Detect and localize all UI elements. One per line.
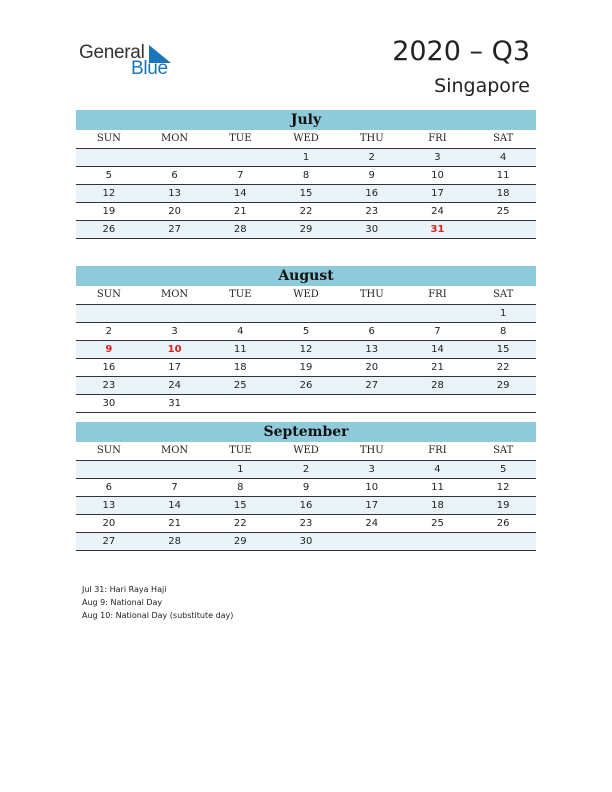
day-cell: 27 [102, 536, 116, 547]
week-row [76, 461, 536, 479]
day-cell: 10 [365, 482, 379, 493]
weekday-label: WED [293, 445, 319, 456]
weekday-header-row [76, 442, 536, 461]
day-cell: 15 [233, 500, 247, 511]
day-cell: 13 [102, 500, 116, 511]
week-row [76, 395, 536, 413]
holiday-note: Aug 9: National Day [82, 598, 163, 607]
day-cell: 7 [237, 170, 244, 181]
weekday-label: FRI [428, 445, 447, 456]
week-row [76, 203, 536, 221]
day-cell [207, 395, 273, 412]
week-rows [76, 305, 536, 413]
holiday-note: Aug 10: National Day (substitute day) [82, 611, 234, 620]
day-cell: 11 [431, 482, 444, 493]
day-cell: 11 [496, 170, 510, 181]
generalblue-logo [79, 42, 179, 82]
week-row [76, 149, 536, 167]
day-cell: 10 [431, 170, 444, 181]
day-cell [339, 533, 405, 550]
day-cell: 21 [431, 362, 444, 373]
weekday-label: MON [160, 445, 189, 456]
day-cell: 3 [434, 152, 441, 163]
week-row [76, 515, 536, 533]
day-cell [470, 395, 536, 412]
day-cell [207, 149, 273, 166]
day-cell: 9 [105, 344, 113, 355]
day-cell: 31 [168, 398, 181, 409]
day-cell: 5 [499, 464, 507, 475]
day-cell: 14 [168, 500, 181, 511]
day-cell: 26 [496, 518, 510, 529]
day-cell: 12 [299, 344, 313, 355]
day-cell [142, 305, 208, 322]
day-cell: 4 [434, 464, 441, 475]
day-cell: 31 [430, 224, 445, 235]
day-cell: 28 [233, 224, 247, 235]
week-row [76, 323, 536, 341]
day-cell: 6 [171, 170, 178, 181]
day-cell: 26 [102, 224, 116, 235]
day-cell: 16 [102, 362, 116, 373]
day-cell: 25 [233, 380, 247, 391]
day-cell: 18 [431, 500, 444, 511]
day-cell: 13 [168, 188, 181, 199]
day-cell: 24 [168, 380, 181, 391]
month-title: July [76, 110, 536, 130]
day-cell: 15 [496, 344, 510, 355]
day-cell: 11 [233, 344, 247, 355]
day-cell: 14 [431, 344, 444, 355]
weekday-label: MON [160, 289, 189, 300]
day-cell: 30 [102, 398, 116, 409]
day-cell: 1 [302, 152, 310, 163]
day-cell [76, 149, 142, 166]
page-title: 2020 – Q3 [392, 36, 530, 67]
day-cell: 10 [167, 344, 182, 355]
day-cell: 20 [365, 362, 379, 373]
day-cell: 23 [102, 380, 116, 391]
day-cell: 29 [496, 380, 510, 391]
day-cell [405, 395, 471, 412]
weekday-label: SUN [96, 445, 121, 456]
day-cell: 22 [233, 518, 247, 529]
day-cell: 23 [299, 518, 313, 529]
day-cell: 22 [299, 206, 313, 217]
day-cell: 19 [299, 362, 313, 373]
day-cell: 4 [499, 152, 507, 163]
day-cell: 3 [171, 326, 178, 337]
day-cell: 20 [102, 518, 116, 529]
weekday-label: FRI [428, 133, 447, 144]
day-cell: 1 [499, 308, 507, 319]
day-cell [470, 533, 536, 550]
week-row [76, 377, 536, 395]
day-cell: 8 [237, 482, 244, 493]
day-cell: 3 [368, 464, 375, 475]
weekday-label: SAT [493, 445, 514, 456]
day-cell: 25 [496, 206, 510, 217]
day-cell [339, 305, 405, 322]
day-cell: 9 [302, 482, 310, 493]
weekday-label: THU [359, 289, 384, 300]
day-cell: 8 [499, 326, 507, 337]
day-cell: 2 [302, 464, 310, 475]
weekday-label: MON [160, 133, 189, 144]
day-cell: 18 [233, 362, 247, 373]
week-row [76, 359, 536, 377]
day-cell: 26 [299, 380, 313, 391]
day-cell: 19 [102, 206, 116, 217]
weekday-label: FRI [428, 289, 447, 300]
day-cell: 13 [365, 344, 379, 355]
day-cell: 7 [434, 326, 441, 337]
day-cell [405, 533, 471, 550]
country-subtitle: Singapore [434, 75, 530, 97]
week-rows [76, 461, 536, 551]
holiday-notes [82, 583, 233, 622]
weekday-label: THU [359, 445, 384, 456]
day-cell: 28 [431, 380, 444, 391]
day-cell: 5 [105, 170, 113, 181]
day-cell: 23 [365, 206, 379, 217]
day-cell: 20 [168, 206, 181, 217]
week-row [76, 221, 536, 239]
day-cell: 14 [233, 188, 247, 199]
week-row [76, 533, 536, 551]
day-cell: 4 [237, 326, 244, 337]
day-cell: 17 [365, 500, 379, 511]
day-cell [142, 461, 208, 478]
day-cell: 17 [431, 188, 444, 199]
day-cell: 27 [365, 380, 379, 391]
day-cell: 2 [368, 152, 375, 163]
logo-text-general: General [79, 42, 145, 63]
week-row [76, 185, 536, 203]
day-cell: 12 [102, 188, 116, 199]
week-row [76, 479, 536, 497]
month-september [76, 422, 536, 551]
month-august [76, 266, 536, 413]
day-cell [76, 461, 142, 478]
day-cell: 2 [105, 326, 113, 337]
day-cell [76, 305, 142, 322]
weekday-label: WED [293, 289, 319, 300]
day-cell [339, 395, 405, 412]
day-cell: 21 [233, 206, 247, 217]
day-cell: 15 [299, 188, 313, 199]
week-rows [76, 149, 536, 239]
week-row [76, 167, 536, 185]
day-cell: 30 [299, 536, 313, 547]
day-cell [405, 305, 471, 322]
day-cell [470, 221, 536, 238]
day-cell: 25 [431, 518, 444, 529]
day-cell: 21 [168, 518, 181, 529]
holiday-note: Jul 31: Hari Raya Haji [82, 585, 167, 594]
weekday-label: SAT [493, 133, 514, 144]
weekday-label: SUN [96, 133, 121, 144]
day-cell: 6 [368, 326, 375, 337]
day-cell: 9 [368, 170, 375, 181]
day-cell: 16 [299, 500, 313, 511]
day-cell: 29 [233, 536, 247, 547]
weekday-label: SAT [493, 289, 514, 300]
day-cell [273, 395, 339, 412]
weekday-header-row [76, 286, 536, 305]
day-cell: 30 [365, 224, 379, 235]
weekday-header-row [76, 130, 536, 149]
day-cell [273, 305, 339, 322]
week-row [76, 305, 536, 323]
weekday-label: TUE [229, 289, 252, 300]
day-cell: 1 [237, 464, 244, 475]
day-cell: 19 [496, 500, 510, 511]
logo-text-blue: Blue [131, 58, 168, 79]
day-cell: 24 [431, 206, 444, 217]
day-cell: 27 [168, 224, 181, 235]
day-cell [207, 305, 273, 322]
day-cell: 6 [105, 482, 113, 493]
day-cell: 7 [171, 482, 178, 493]
weekday-label: THU [359, 133, 384, 144]
day-cell: 16 [365, 188, 379, 199]
weekday-label: TUE [229, 445, 252, 456]
weekday-label: SUN [96, 289, 121, 300]
day-cell: 24 [365, 518, 379, 529]
day-cell: 8 [302, 170, 310, 181]
day-cell: 22 [496, 362, 510, 373]
day-cell [142, 149, 208, 166]
week-row [76, 497, 536, 515]
weekday-label: WED [293, 133, 319, 144]
week-row [76, 341, 536, 359]
month-july [76, 110, 536, 239]
day-cell: 18 [496, 188, 510, 199]
month-title: August [76, 266, 536, 286]
day-cell: 17 [168, 362, 181, 373]
month-title: September [76, 422, 536, 442]
weekday-label: TUE [229, 133, 252, 144]
day-cell: 29 [299, 224, 313, 235]
day-cell: 5 [302, 326, 310, 337]
day-cell: 12 [496, 482, 510, 493]
day-cell: 28 [168, 536, 181, 547]
